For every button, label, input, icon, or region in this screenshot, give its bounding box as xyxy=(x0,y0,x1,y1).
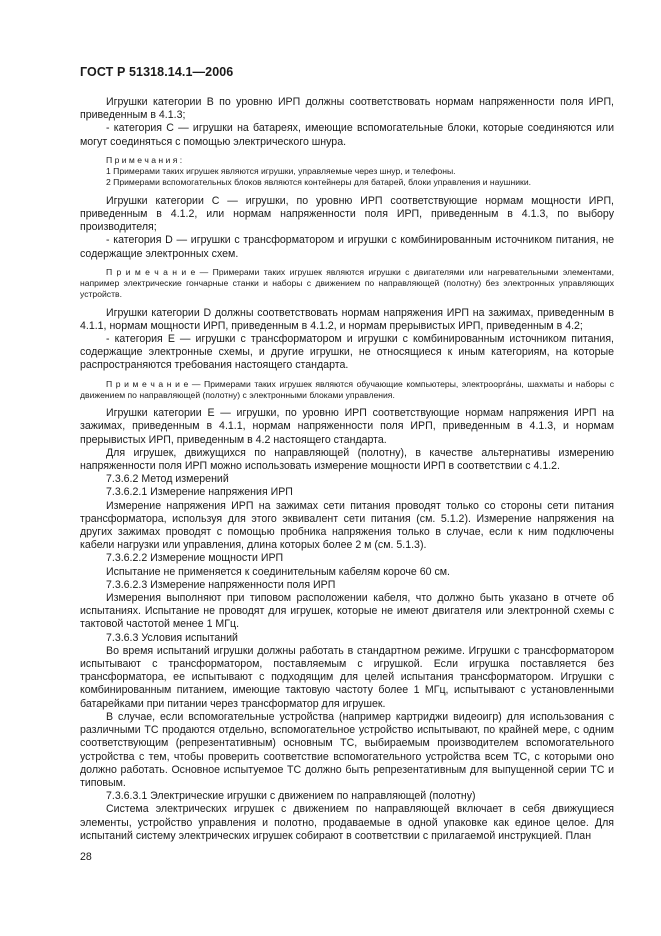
note: П р и м е ч а н и е — Примерами таких игрушек являются игрушки с двигателями или нагревательными элементами, например электрические гончарные станки и наборы с движением по направляющей (полотну) без электронных управляющих устройств. xyxy=(80,266,614,300)
paragraph: Измерение напряжения ИРП на зажимах сети питания проводят только со стороны сети питания трансформатора, используя для этого эквивалент сети питания (см. 5.1.2). Измерение напряжения на других зажимах проводят с помощью пробника напряжения только в случае, если к ним подключены кабели нагрузки или управления, длина которых более 2 м (см. 5.1.3). xyxy=(80,499,614,552)
paragraph: - категория С — игрушки на батареях, имеющие вспомогательные блоки, которые соединяются или могут соединяться с помощью электрического шнура. xyxy=(80,122,614,148)
note: П р и м е ч а н и е — Примерами таких игрушек являются обучающие компьютеры, электроорга́ны, шахматы и наборы с движением по направляющей (полотну) с электронными блоками управления. xyxy=(80,378,614,400)
section-heading: 7.3.6.2.1 Измерение напряжения ИРП xyxy=(106,486,293,499)
section-heading: 7.3.6.2.3 Измерение напряженности поля ИРП xyxy=(106,578,336,591)
note-title: П р и м е ч а н и я : xyxy=(106,154,183,165)
paragraph: В случае, если вспомогательные устройства (например картриджи видеоигр) для использования с различными ТС продаются отдельно, вспомогательное устройство испытывают, по крайней мере, с одним соответствующим (репрезентативным) основным ТС, выбираемым производителем вспомогательного устройства с тем, чтобы проверить соответствие вспомогательного устройства всем ТС, с которыми оно должно работать. Основное испытуемое ТС должно быть репрезентативным для выпущенной серии ТС и типовым. xyxy=(80,710,614,789)
paragraph: - категория D — игрушки с трансформатором и игрушки с комбинированным источником питания, не содержащие электронных схем. xyxy=(80,234,614,260)
paragraph: Игрушки категории В по уровню ИРП должны соответствовать нормам напряженности поля ИРП, приведенным в 4.1.3; xyxy=(80,96,614,122)
section-heading: 7.3.6.2 Метод измерений xyxy=(106,473,229,486)
paragraph: Испытание не применяется к соединительным кабелям короче 60 см. xyxy=(106,565,451,578)
paragraph: - категория Е — игрушки с трансформатором и игрушки с комбинированным источником питания, содержащие электронные схемы, и другие игрушки, не относящиеся к иным категориям, на которые распространяются требования настоящего стандарта. xyxy=(80,333,614,372)
section-heading: 7.3.6.3 Условия испытаний xyxy=(106,631,238,644)
note-item: 1 Примерами таких игрушек являются игрушки, управляемые через шнур, и телефоны. xyxy=(106,166,456,177)
document-header: ГОСТ Р 51318.14.1—2006 xyxy=(80,65,234,79)
paragraph: Во время испытаний игрушки должны работать в стандартном режиме. Игрушки с трансформатором испытывают с трансформатором, поставляемым с игрушкой. Если игрушка поставляется без трансформатора, ее испытывают с подходящим для целей испытания трансформатором. Игрушки с комбинированным питанием, имеющие тактовую частоту более 1 МГц, испытывают с установленными батарейками при питании через трансформатор для игрушек. xyxy=(80,644,614,710)
paragraph: Игрушки категории Е — игрушки, по уровню ИРП соответствующие нормам напряжения ИРП на зажимах, приведенным в 4.1.1, нормам напряженности поля ИРП, приведенным в 4.1.3, и нормам прерывистых ИРП, приведенным в 4.2 настоящего стандарта. xyxy=(80,407,614,446)
paragraph: Игрушки категории С — игрушки, по уровню ИРП соответствующие нормам мощности ИРП, приведенным в 4.1.2, или нормам напряженности поля ИРП, приведенным в 4.1.3, по выбору производителя; xyxy=(80,194,614,234)
section-heading: 7.3.6.3.1 Электрические игрушки с движением по направляющей (полотну) xyxy=(106,790,476,803)
note-item: 2 Примерами вспомогательных блоков являются контейнеры для батарей, блоки управления и наушники. xyxy=(106,177,532,188)
page-number: 28 xyxy=(80,851,92,863)
paragraph: Измерения выполняют при типовом расположении кабеля, что должно быть указано в отчете об испытаниях. Испытание не проводят для игрушек, которые не имеют двигателя или электронной схемы с тактовой частотой менее 1 МГц. xyxy=(80,592,614,631)
section-heading: 7.3.6.2.2 Измерение мощности ИРП xyxy=(106,552,284,565)
paragraph: Для игрушек, движущихся по направляющей (полотну), в качестве альтернативы измерению напряженности поля ИРП можно использовать измерение мощности ИРП в соответствии с 4.1.2. xyxy=(80,446,614,473)
document-body xyxy=(80,96,614,843)
paragraph: Игрушки категории D должны соответствовать нормам напряжения ИРП на зажимах, приведенным в 4.1.1, нормам мощности ИРП, приведенным в 4.1.2, и нормам прерывистых ИРП, приведенным в 4.2; xyxy=(80,306,614,332)
paragraph: Система электрических игрушек с движением по направляющей включает в себя движущиеся элементы, устройство управления и полотно, продаваемые в одной упаковке как единое целое. Для испытаний систему электрических игрушек собирают в соответствии с прилагаемой инструкцией. План xyxy=(80,803,614,842)
